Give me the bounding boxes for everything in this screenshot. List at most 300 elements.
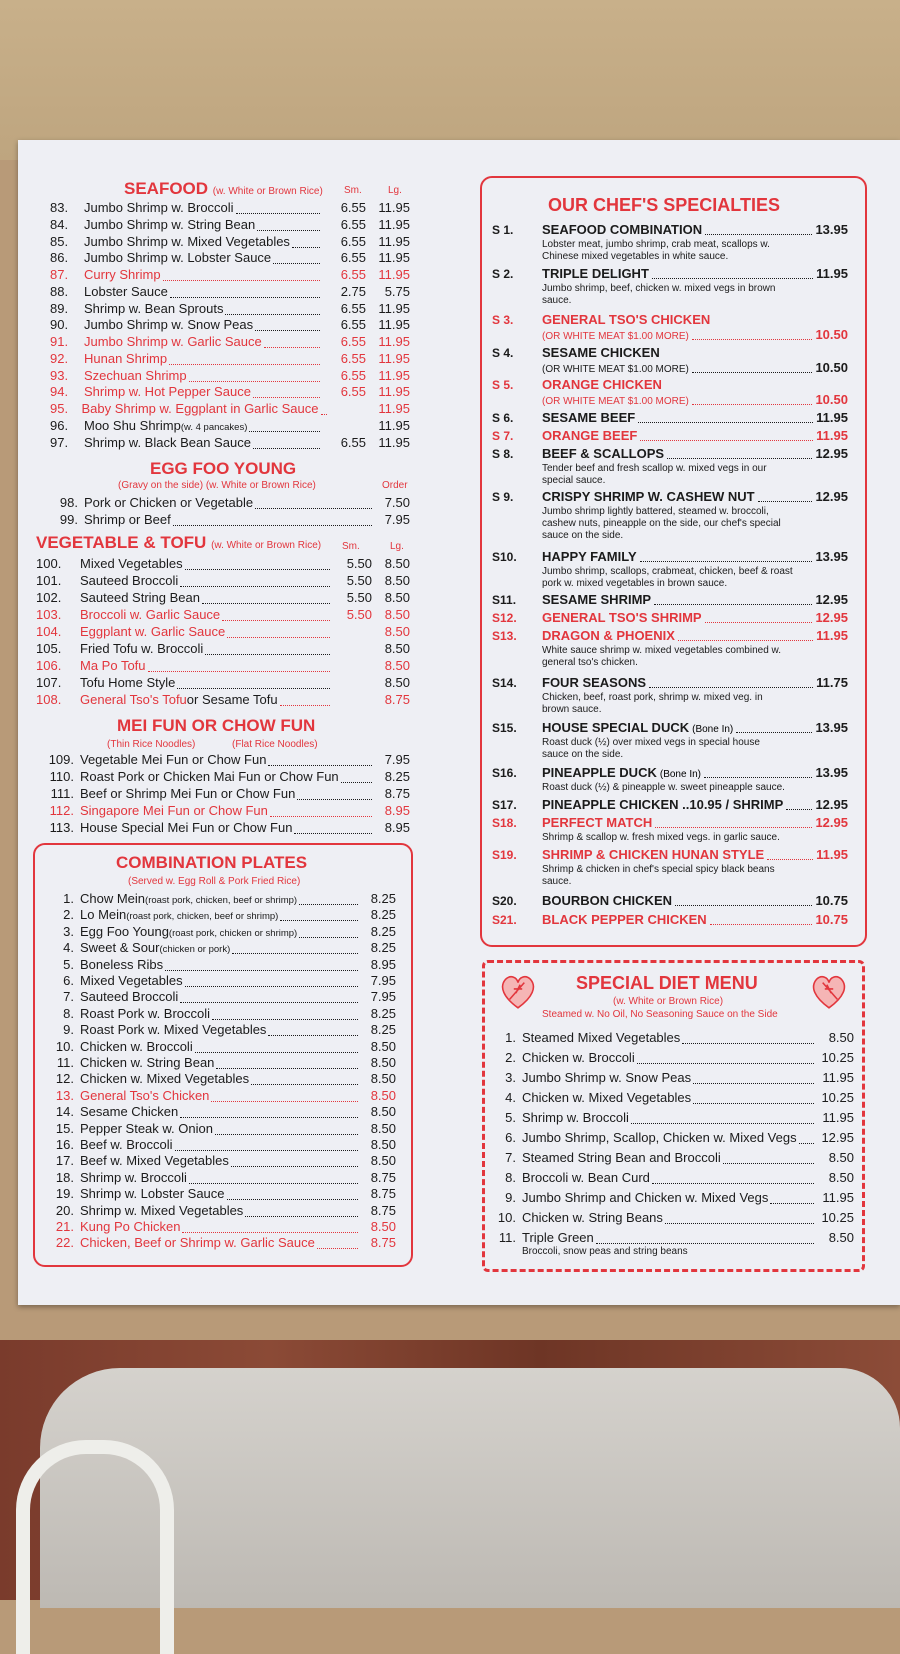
item-price: 8.50	[370, 1219, 396, 1234]
item-price: 8.50	[370, 1120, 396, 1136]
item-name: Hunan Shrimp	[84, 350, 168, 366]
item-name: Shrimp w. Broccoli	[522, 1110, 629, 1125]
leader-dots	[177, 688, 330, 689]
leader-dots	[227, 637, 330, 638]
price-large: 11.95	[378, 401, 410, 416]
item-price: 11.95	[822, 1110, 854, 1125]
leader-dots	[249, 431, 320, 432]
specialty-description: sauce on the side.	[542, 530, 624, 541]
item-number: 104.	[36, 624, 62, 639]
item-note: (w. 4 pancakes)	[180, 421, 248, 433]
specialty-price: 12.95	[815, 815, 848, 830]
leader-dots	[596, 1243, 814, 1244]
item-price: 8.50	[370, 1087, 396, 1103]
price-small: 6.55	[340, 200, 366, 215]
item-name: Broccoli w. Bean Curd	[522, 1170, 650, 1185]
price-small: 6.55	[340, 317, 366, 333]
item-name-extra: or Sesame Tofu	[186, 692, 278, 707]
specialty-name: SESAME BEEF	[542, 410, 636, 425]
leader-dots	[640, 440, 813, 441]
item-price: 8.50	[370, 1071, 396, 1087]
specialty-code: S13.	[492, 629, 517, 643]
leader-dots	[758, 501, 813, 502]
item-name: Roast Pork w. Mixed Vegetables	[80, 1022, 267, 1038]
specialty-sub-label: (OR WHITE MEAT $1.00 MORE)	[542, 331, 689, 342]
menu-item-row	[42, 1055, 396, 1072]
item-price: 8.75	[370, 1235, 396, 1251]
leader-dots	[692, 404, 813, 405]
specialty-name: ORANGE BEEF	[542, 428, 638, 443]
specialty-row	[492, 377, 848, 392]
item-name: Jumbo Shrimp w. Broccoli	[84, 200, 234, 215]
item-price: 8.75	[370, 1202, 396, 1218]
leader-dots	[180, 586, 330, 587]
item-number: 99.	[59, 512, 78, 527]
leader-dots	[273, 263, 320, 264]
menu-item-row	[42, 1170, 396, 1187]
menu-item-row	[42, 1186, 396, 1203]
leader-dots	[654, 604, 812, 605]
specialty-code: S20.	[492, 894, 517, 908]
leader-dots	[767, 859, 813, 860]
leader-dots	[675, 905, 812, 906]
item-name: Chicken w. Mixed Vegetables	[522, 1090, 692, 1105]
leader-dots	[163, 280, 320, 281]
menu-item-row	[50, 495, 410, 512]
item-number: 19.	[55, 1186, 74, 1202]
specialty-description: Lobster meat, jumbo shrimp, crab meat, scallops w.	[542, 239, 770, 250]
menu-item-row	[50, 418, 410, 435]
menu-item-row	[42, 1022, 396, 1039]
item-name: Shrimp w. Hot Pepper Sauce	[84, 384, 251, 400]
specialty-sub-label: (OR WHITE MEAT $1.00 MORE)	[542, 396, 689, 407]
item-name: Baby Shrimp w. Eggplant in Garlic Sauce	[81, 401, 319, 416]
item-number: 1.	[63, 891, 74, 906]
item-name: Jumbo Shrimp w. Mixed Vegetables	[84, 233, 290, 249]
leader-dots	[165, 970, 358, 971]
price-small: 2.75	[340, 283, 366, 299]
item-name: Jumbo Shrimp w. String Bean	[84, 216, 256, 232]
leader-dots	[175, 1150, 359, 1151]
menu-item-row	[50, 217, 410, 234]
counter-background	[0, 0, 900, 160]
leader-dots	[652, 278, 813, 279]
specialty-row	[492, 893, 848, 908]
specialty-price: 11.95	[816, 410, 848, 425]
item-number: 83.	[50, 200, 69, 215]
item-number: 110.	[49, 769, 74, 784]
item-price: 7.95	[370, 973, 396, 988]
specialty-description: general tso's chicken.	[542, 657, 638, 668]
leader-dots	[211, 1101, 358, 1102]
specialty-price: 12.95	[815, 610, 848, 625]
menu-item-row	[36, 641, 410, 658]
specialty-description: sauce.	[542, 295, 572, 306]
specialty-price: 11.95	[816, 266, 848, 281]
item-name: Sweet & Sour	[80, 940, 160, 956]
item-number: 15.	[55, 1120, 74, 1136]
egg-foo-young-title: EGG FOO YOUNG	[150, 459, 297, 478]
specialty-description: White sauce shrimp w. mixed vegetables combined w.	[542, 645, 781, 656]
specialty-code: S10.	[492, 550, 517, 564]
item-name: House Special Mei Fun or Chow Fun	[80, 820, 293, 835]
specialty-description: cashew nuts, pineapple on the side, our chef's special	[542, 518, 781, 529]
item-name: Pepper Steak w. Onion	[80, 1120, 213, 1136]
price-large: 11.95	[378, 334, 410, 349]
menu-item-row	[496, 1030, 854, 1047]
specialty-name: GENERAL TSO'S CHICKEN	[542, 312, 711, 327]
menu-item-row	[42, 1153, 396, 1170]
specialty-row	[492, 410, 848, 425]
item-number: 105.	[36, 641, 62, 656]
specialty-sub-price: 10.50	[815, 392, 848, 407]
item-number: 107.	[36, 675, 62, 690]
item-price: 11.95	[822, 1190, 854, 1205]
item-note: (roast pork, chicken, beef or shrimp)	[126, 911, 279, 923]
item-price: 7.95	[384, 512, 410, 527]
leader-dots	[170, 297, 320, 298]
item-number: 5.	[505, 1110, 516, 1125]
item-number: 1.	[505, 1030, 516, 1045]
leader-dots	[640, 561, 813, 562]
item-name: Lobster Sauce	[84, 283, 168, 299]
item-number: 94.	[50, 384, 69, 400]
specialty-name: PINEAPPLE CHICKEN ..10.95 / SHRIMP	[542, 797, 784, 812]
price-large: 11.95	[378, 216, 410, 232]
item-number: 85.	[50, 233, 69, 249]
specialty-price: 10.75	[815, 912, 848, 927]
item-number: 3.	[63, 923, 74, 939]
leader-dots	[225, 314, 320, 315]
item-name: General Tso's Chicken	[80, 1087, 210, 1103]
leader-dots	[710, 924, 813, 925]
menu-item-row	[36, 820, 410, 837]
menu-item-row	[36, 752, 410, 769]
item-number: 10.	[55, 1038, 74, 1054]
item-price: 8.25	[370, 907, 396, 923]
item-name: Steamed String Bean and Broccoli	[522, 1150, 721, 1165]
specialty-code: S16.	[492, 766, 517, 780]
item-price: 8.95	[370, 956, 396, 972]
item-number: 13.	[55, 1087, 74, 1103]
leader-dots	[299, 904, 358, 905]
item-number: 11.	[498, 1230, 516, 1245]
item-name: Chicken w. String Beans	[522, 1210, 663, 1225]
item-name: Chicken w. String Bean	[80, 1055, 215, 1070]
menu-item-row	[42, 1088, 396, 1105]
leader-dots	[257, 230, 320, 231]
menu-item-row	[36, 590, 410, 607]
specialty-description: special sauce.	[542, 475, 606, 486]
price-large: 11.95	[378, 250, 410, 266]
specialty-name: SESAME SHRIMP	[542, 592, 652, 607]
price-large: 8.50	[384, 607, 410, 622]
menu-item-row	[50, 234, 410, 251]
specialty-name: BEEF & SCALLOPS	[542, 446, 665, 461]
specialty-code: S17.	[492, 798, 517, 812]
mei-fun-sub-left: (Thin Rice Noodles)	[107, 739, 196, 750]
price-large: 8.75	[384, 692, 410, 707]
leader-dots	[270, 816, 372, 817]
specialty-row	[492, 797, 848, 812]
item-name: Jumbo Shrimp w. Snow Peas	[84, 317, 254, 333]
item-name: Shrimp w. Broccoli	[80, 1169, 187, 1185]
menu-item-row	[42, 1006, 396, 1023]
menu-item-row	[50, 284, 410, 301]
specialty-price: 12.95	[815, 797, 848, 812]
price-small: 5.50	[346, 607, 372, 622]
leader-dots	[631, 1123, 814, 1124]
item-number: 87.	[50, 267, 69, 282]
specialty-description: Tender beef and fresh scallop w. mixed vegs in our	[542, 463, 767, 474]
specialty-code: S 4.	[492, 346, 514, 360]
item-number: 96.	[50, 417, 69, 433]
item-number: 109.	[48, 752, 74, 767]
leader-dots	[665, 1223, 814, 1224]
item-number: 112.	[49, 803, 74, 818]
item-name: Sauteed Broccoli	[80, 989, 179, 1005]
menu-item-row	[42, 989, 396, 1006]
item-number: 8.	[505, 1170, 516, 1185]
item-number: 5.	[63, 956, 74, 972]
specialty-name: PINEAPPLE DUCK	[542, 765, 657, 780]
menu-item-row	[42, 907, 396, 924]
leader-dots	[292, 247, 320, 248]
specialty-description: Jumbo shrimp lightly battered, steamed w. broccoli,	[542, 506, 769, 517]
menu-item-row	[42, 957, 396, 974]
price-small: 6.55	[340, 350, 366, 366]
item-number: 91.	[50, 334, 69, 349]
menu-item-row	[496, 1210, 854, 1227]
leader-dots	[231, 1166, 358, 1167]
price-large: 8.50	[384, 624, 410, 639]
price-large: 11.95	[378, 300, 410, 316]
specialty-code: S 1.	[492, 223, 514, 237]
menu-item-row	[496, 1050, 854, 1067]
price-large: 11.95	[378, 200, 410, 215]
item-number: 101.	[36, 573, 62, 588]
menu-item-row	[50, 368, 410, 385]
leader-dots	[173, 525, 372, 526]
item-note: (chicken or pork)	[159, 944, 231, 956]
leader-dots	[682, 1043, 814, 1044]
item-name: Steamed Mixed Vegetables	[522, 1030, 681, 1045]
leader-dots	[637, 1063, 814, 1064]
heart-flower-icon	[808, 970, 850, 1012]
item-name: Chicken w. Broccoli	[522, 1050, 635, 1065]
item-name: Mixed Vegetables	[80, 556, 183, 571]
item-number: 8.	[63, 1005, 74, 1021]
leader-dots	[786, 809, 812, 810]
leader-dots	[195, 1052, 358, 1053]
item-price: 8.25	[370, 923, 396, 939]
item-number: 16.	[55, 1137, 74, 1152]
item-price: 8.50	[370, 1104, 396, 1120]
item-number: 90.	[50, 317, 69, 333]
item-number: 18.	[55, 1169, 74, 1185]
price-large: 11.95	[378, 350, 410, 366]
item-price: 8.75	[384, 786, 410, 801]
item-price: 8.95	[384, 820, 410, 835]
item-price: 8.50	[370, 1137, 396, 1152]
specialty-name: DRAGON & PHOENIX	[542, 628, 675, 643]
item-price: 7.95	[384, 752, 410, 767]
menu-item-row	[36, 607, 410, 624]
item-number: 10.	[497, 1210, 516, 1225]
leader-dots	[341, 782, 372, 783]
menu-item-row	[42, 1137, 396, 1154]
specialty-description: sauce on the side.	[542, 749, 624, 760]
item-name: Singapore Mei Fun or Chow Fun	[80, 803, 268, 818]
item-number: 84.	[50, 216, 69, 232]
menu-item-row	[50, 267, 410, 284]
item-name: Shrimp w. Mixed Vegetables	[80, 1202, 244, 1218]
specialty-description: Jumbo shrimp, scallops, crabmeat, chicken, beef & roast	[542, 566, 793, 577]
item-number: 7.	[505, 1150, 516, 1165]
item-price: 10.25	[821, 1210, 854, 1225]
specialty-row	[492, 592, 848, 607]
menu-item-row	[50, 250, 410, 267]
item-price: 8.50	[828, 1150, 854, 1165]
specialty-price: 10.75	[815, 893, 848, 908]
item-number: 93.	[50, 367, 69, 383]
item-number: 14.	[55, 1104, 74, 1120]
item-price: 8.25	[370, 1005, 396, 1021]
item-price: 7.95	[370, 989, 396, 1005]
specialty-description: sauce.	[542, 876, 572, 887]
leader-dots	[216, 1068, 358, 1069]
item-price: 8.25	[384, 769, 410, 784]
item-name: Szechuan Shrimp	[84, 367, 187, 383]
item-number: 6.	[505, 1130, 516, 1145]
menu-item-row	[36, 692, 410, 709]
menu-item-row	[50, 351, 410, 368]
specialty-code: S19.	[492, 848, 517, 862]
price-small: 6.55	[340, 300, 366, 316]
specialty-name: GENERAL TSO'S SHRIMP	[542, 610, 702, 625]
specialty-row	[492, 489, 848, 504]
leader-dots	[232, 953, 358, 954]
menu-item-row	[42, 891, 396, 908]
vegetable-tofu-title: VEGETABLE & TOFU (w. White or Brown Rice)	[36, 533, 322, 552]
menu-item-row	[42, 1039, 396, 1056]
price-large: 5.75	[384, 283, 410, 299]
leader-dots	[693, 1103, 814, 1104]
leader-dots	[180, 1117, 358, 1118]
item-price: 8.25	[370, 891, 396, 906]
price-large: 11.95	[378, 317, 410, 333]
leader-dots	[799, 1143, 814, 1144]
item-name: Ma Po Tofu	[80, 658, 146, 673]
item-name: Beef or Shrimp Mei Fun or Chow Fun	[80, 786, 296, 801]
item-name: Jumbo Shrimp w. Snow Peas	[522, 1070, 692, 1085]
leader-dots	[299, 937, 358, 938]
specialty-sub-price: 10.50	[815, 360, 848, 375]
price-large: 8.50	[384, 556, 410, 571]
specialty-price: 11.95	[816, 628, 848, 643]
leader-dots	[264, 347, 320, 348]
specialty-row	[492, 847, 848, 862]
specialty-row	[492, 610, 848, 625]
specialty-row	[492, 549, 848, 564]
item-name: Moo Shu Shrimp	[84, 417, 181, 433]
specialty-code: S 2.	[492, 267, 514, 281]
menu-item-row	[496, 1190, 854, 1207]
menu-item-row	[36, 769, 410, 786]
menu-item-row	[50, 401, 410, 418]
leader-dots	[705, 234, 812, 235]
leader-dots	[268, 765, 372, 766]
specialty-sub-price: 10.50	[815, 327, 848, 342]
leader-dots	[253, 448, 320, 449]
specialty-code: S11.	[492, 593, 517, 607]
item-number: 2.	[63, 907, 74, 923]
specialty-name: PERFECT MATCH	[542, 815, 653, 830]
leader-dots	[655, 827, 812, 828]
seafood-col-sm: Sm.	[344, 185, 362, 196]
specialty-name: BOURBON CHICKEN	[542, 893, 672, 908]
mei-fun-sub-right: (Flat Rice Noodles)	[232, 739, 318, 750]
heart-flower-icon	[497, 970, 539, 1012]
price-small: 6.55	[340, 367, 366, 383]
item-price: 8.50	[370, 1153, 396, 1169]
menu-item-row	[50, 317, 410, 334]
item-name: Jumbo Shrimp and Chicken w. Mixed Vegs	[522, 1190, 769, 1205]
item-name: Shrimp or Beef	[84, 512, 171, 527]
specialty-price: 13.95	[815, 222, 848, 237]
item-number: 86.	[50, 250, 69, 266]
item-price: 8.50	[828, 1230, 854, 1245]
menu-item-row	[36, 803, 410, 820]
leader-dots	[222, 620, 330, 621]
menu-item-row	[42, 1121, 396, 1138]
item-name: Sesame Chicken	[80, 1104, 179, 1120]
item-name: Jumbo Shrimp, Scallop, Chicken w. Mixed Vegs	[522, 1130, 797, 1145]
specialty-description: brown sauce.	[542, 704, 602, 715]
price-large: 8.50	[384, 658, 410, 673]
leader-dots	[317, 1248, 358, 1249]
diet-subtitle-1: (w. White or Brown Rice)	[613, 996, 724, 1007]
leader-dots	[148, 671, 330, 672]
price-small: 6.55	[340, 434, 366, 450]
item-name: Chicken w. Mixed Vegetables	[80, 1071, 250, 1087]
menu-item-row	[36, 556, 410, 573]
specialty-name: TRIPLE DELIGHT	[542, 266, 649, 281]
item-name: Pork or Chicken or Vegetable	[84, 495, 254, 510]
item-number: 11.	[56, 1055, 74, 1070]
item-price: 8.25	[370, 1022, 396, 1038]
leader-dots	[205, 654, 330, 655]
menu-item-row	[42, 1203, 396, 1220]
specialty-price: 11.95	[816, 847, 848, 862]
item-number: 108.	[36, 692, 62, 707]
item-name: Fried Tofu w. Broccoli	[80, 641, 204, 656]
leader-dots	[294, 833, 372, 834]
specialty-code: S 6.	[492, 411, 514, 425]
menu-item-row	[50, 384, 410, 401]
leader-dots	[704, 777, 812, 778]
leader-dots	[251, 1084, 358, 1085]
specialty-code: S 8.	[492, 447, 514, 461]
item-name: Beef w. Broccoli	[80, 1137, 173, 1152]
egg-foo-young-col-order: Order	[382, 480, 408, 491]
item-description: Broccoli, snow peas and string beans	[522, 1246, 688, 1257]
specialty-description: Chicken, beef, roast pork, shrimp w. mixed veg. in	[542, 692, 763, 703]
leader-dots	[180, 1002, 358, 1003]
menu-item-row	[42, 1104, 396, 1121]
item-number: 95.	[50, 401, 69, 416]
price-small: 5.50	[346, 573, 372, 588]
